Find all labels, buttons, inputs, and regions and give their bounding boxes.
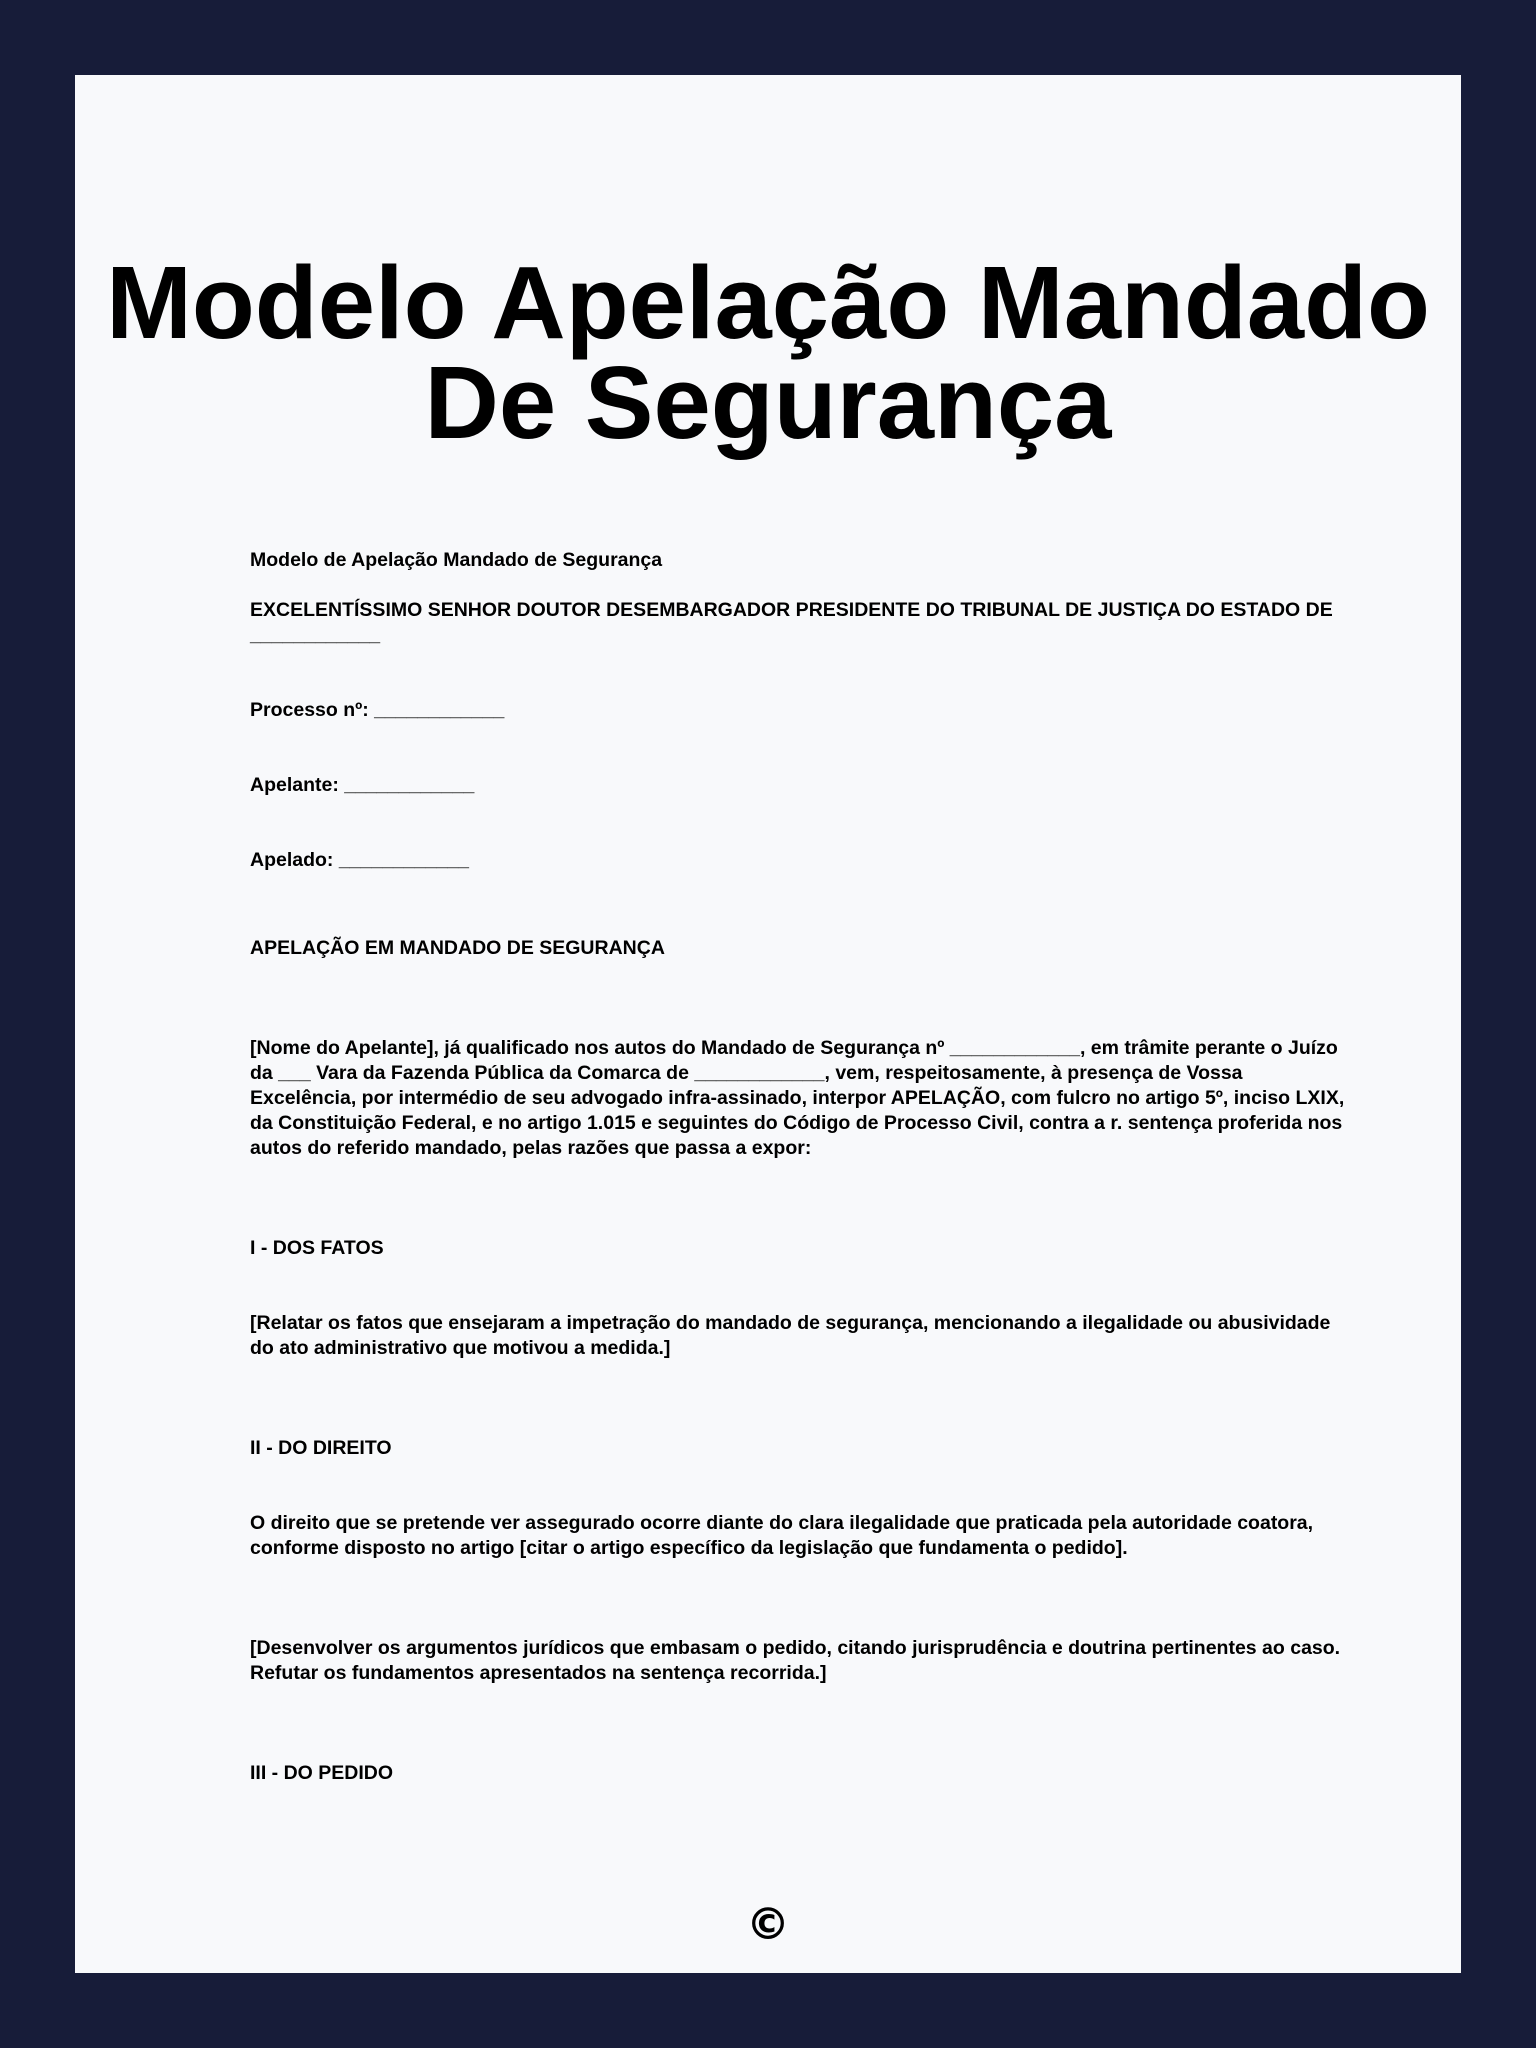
appeal-heading: APELAÇÃO EM MANDADO DE SEGURANÇA	[250, 937, 665, 959]
document-subtitle: Modelo de Apelação Mandado de Segurança	[250, 549, 663, 571]
section-facts-text: [Relatar os fatos que ensejaram a impetração do mandado de segurança, mencionando a ilegalidade ou abusividade do ato administrativo que motivou a medida.]	[250, 1312, 1331, 1359]
copyright-icon: ©	[746, 1899, 790, 1950]
processo-line: Processo nº: ____________	[250, 699, 505, 721]
section-law-heading: II - DO DIREITO	[250, 1437, 392, 1459]
document-title: Modelo Apelação Mandado De Segurança	[106, 245, 1430, 460]
document-page	[75, 75, 1461, 1973]
section-facts-heading: I - DOS FATOS	[250, 1237, 384, 1259]
intro-paragraph: [Nome do Apelante], já qualificado nos autos do Mandado de Segurança nº ____________, em trâmite perante o Juízo da ___ Vara da Fazenda Pública da Comarca de ____________, vem, respeitosamente, à presença de Vossa Excelência, por intermédio de seu advogado infra-assinado, interpor APELAÇÃO, com fulcro no artigo 5º, inciso LXIX, da Constituição Federal, e no artigo 1.015 e seguintes do Código de Processo Civil, contra a r. sentença proferida nos autos do referido mandado, pelas razões que passa a expor:	[250, 1037, 1345, 1159]
section-law-text-2: [Desenvolver os argumentos jurídicos que embasam o pedido, citando jurisprudência e doutrina pertinentes ao caso. Refutar os fundamentos apresentados na sentença recorrida.]	[250, 1637, 1341, 1684]
section-request-heading: III - DO PEDIDO	[250, 1762, 394, 1784]
addressee-paragraph: EXCELENTÍSSIMO SENHOR DOUTOR DESEMBARGADOR PRESIDENTE DO TRIBUNAL DE JUSTIÇA DO ESTADO DE ____________	[250, 599, 1333, 646]
section-law-text-1: O direito que se pretende ver assegurado ocorre diante do clara ilegalidade que praticada pela autoridade coatora, conforme disposto no artigo [citar o artigo específico da legislação que fundamenta o pedido].	[250, 1512, 1314, 1559]
document-body	[250, 548, 1350, 1786]
apelado-line: Apelado: ____________	[250, 849, 469, 871]
apelante-line: Apelante: ____________	[250, 774, 475, 796]
